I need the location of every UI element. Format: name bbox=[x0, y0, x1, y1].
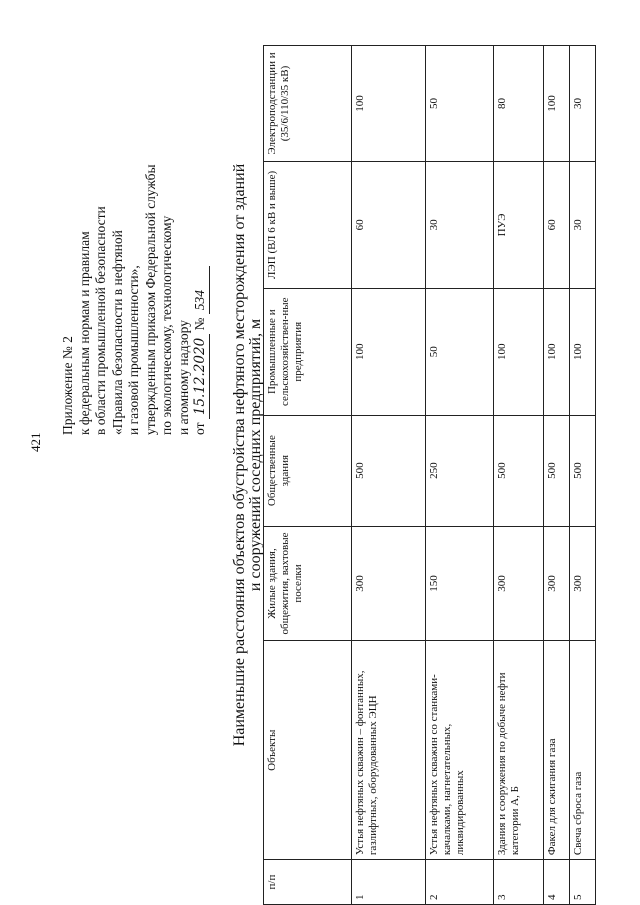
cell-power-line: 30 bbox=[570, 162, 596, 289]
cell-power-line: 60 bbox=[352, 162, 426, 289]
cell-industrial: 100 bbox=[494, 288, 544, 415]
header-public: Общественные здания bbox=[264, 415, 352, 526]
cell-industrial: 50 bbox=[426, 288, 494, 415]
header-residential: Жилые здания, общежития, вахтовые поселки bbox=[264, 526, 352, 641]
cell-num: 2 bbox=[426, 860, 494, 905]
from-prefix: от bbox=[192, 422, 207, 435]
document-title bbox=[232, 45, 264, 865]
appendix-line: Приложение № 2 bbox=[60, 336, 75, 435]
cell-object: Факел для сжигания газа bbox=[544, 641, 570, 860]
cell-power-line: 60 bbox=[544, 162, 570, 289]
header-industrial: Промышленные и сельскохозяйствен-ные предприятия bbox=[264, 288, 352, 415]
handwritten-date: 15.12.2020 bbox=[192, 334, 210, 419]
appendix-block bbox=[60, 105, 210, 435]
appendix-line: в области промышленной безопасности bbox=[93, 206, 108, 435]
cell-object: Устья нефтяных скважин – фонтанных, газлифтных, оборудованных ЭЦН bbox=[352, 641, 426, 860]
cell-power-line: 30 bbox=[426, 162, 494, 289]
handwritten-number: 534 bbox=[192, 266, 210, 314]
appendix-line: к федеральным нормам и правилам bbox=[76, 231, 92, 435]
cell-industrial: 100 bbox=[570, 288, 596, 415]
cell-residential: 300 bbox=[494, 526, 544, 641]
cell-substations: 50 bbox=[426, 46, 494, 162]
header-num: п/п bbox=[264, 860, 352, 905]
table-row bbox=[494, 46, 544, 905]
cell-residential: 150 bbox=[426, 526, 494, 641]
appendix-line: утвержденным приказом Федеральной службы bbox=[142, 164, 158, 435]
cell-num: 1 bbox=[352, 860, 426, 905]
appendix-line: и газовой промышленности», bbox=[126, 265, 141, 435]
cell-object: Свеча сброса газа bbox=[570, 641, 596, 860]
cell-industrial: 100 bbox=[352, 288, 426, 415]
cell-industrial: 100 bbox=[544, 288, 570, 415]
table-row bbox=[352, 46, 426, 905]
order-reference bbox=[192, 105, 210, 435]
table-row bbox=[426, 46, 494, 905]
header-substations: Электроподстанции и (35/6/110/35 кВ) bbox=[264, 46, 352, 162]
cell-num: 3 bbox=[494, 860, 544, 905]
cell-residential: 300 bbox=[352, 526, 426, 641]
cell-power-line: ПУЭ bbox=[494, 162, 544, 289]
appendix-line: «Правила безопасности в нефтяной bbox=[109, 230, 125, 435]
cell-object: Устья нефтяных скважин со станками-качалками, нагнетательных, ликвидированных bbox=[426, 641, 494, 860]
title-line-1: Наименьшие расстояния объектов обустройства нефтяного месторождения от зданий bbox=[231, 163, 248, 747]
page-number: 421 bbox=[28, 432, 43, 452]
cell-num: 4 bbox=[544, 860, 570, 905]
cell-substations: 100 bbox=[352, 46, 426, 162]
cell-substations: 80 bbox=[494, 46, 544, 162]
header-power-line: ЛЭП (ВЛ 6 кВ и выше) bbox=[264, 162, 352, 289]
cell-object: Здания и сооружения по добыче нефти категории А, Б bbox=[494, 641, 544, 860]
cell-residential: 300 bbox=[544, 526, 570, 641]
cell-public: 500 bbox=[352, 415, 426, 526]
cell-public: 500 bbox=[494, 415, 544, 526]
cell-substations: 100 bbox=[544, 46, 570, 162]
cell-num: 5 bbox=[570, 860, 596, 905]
cell-residential: 300 bbox=[570, 526, 596, 641]
number-prefix: № bbox=[192, 317, 207, 331]
table-row bbox=[570, 46, 596, 905]
cell-public: 500 bbox=[570, 415, 596, 526]
table-row bbox=[544, 46, 570, 905]
table-header-row bbox=[264, 46, 352, 905]
header-object: Объекты bbox=[264, 641, 352, 860]
cell-public: 250 bbox=[426, 415, 494, 526]
appendix-line: и атомному надзору bbox=[175, 320, 191, 435]
appendix-line: по экологическому, технологическому bbox=[159, 215, 174, 435]
distances-table bbox=[263, 45, 596, 905]
title-line-2: и сооружений соседних предприятий, м bbox=[247, 318, 264, 592]
cell-substations: 30 bbox=[570, 46, 596, 162]
cell-public: 500 bbox=[544, 415, 570, 526]
